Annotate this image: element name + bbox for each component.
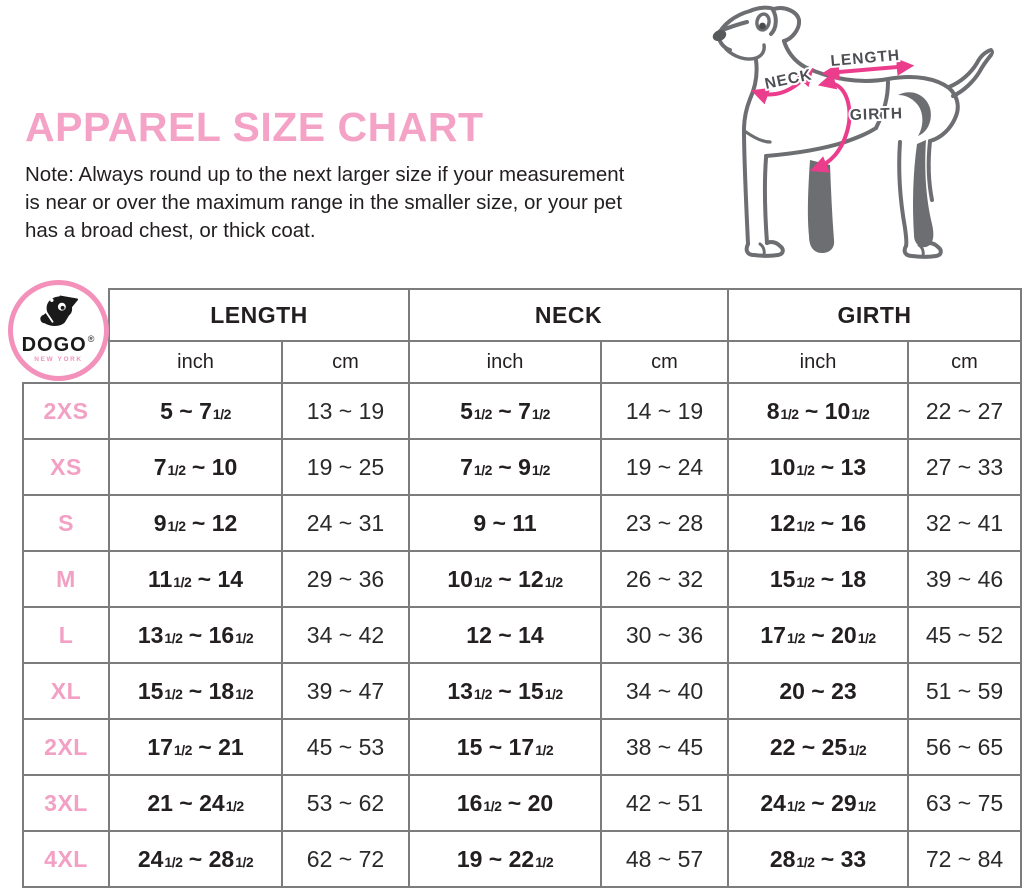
- column-group-neck: NECK: [409, 289, 728, 341]
- neck-inch-value: 51/2 ~ 71/2: [409, 383, 601, 439]
- neck-inch-value: 15 ~ 171/2: [409, 719, 601, 775]
- girth-cm-value: 56 ~ 65: [908, 719, 1021, 775]
- length-inch-value: 151/2 ~ 181/2: [109, 663, 282, 719]
- length-cm-value: 13 ~ 19: [282, 383, 409, 439]
- neck-cm-value: 42 ~ 51: [601, 775, 728, 831]
- length-inch-value: 21 ~ 241/2: [109, 775, 282, 831]
- size-label: 4XL: [23, 831, 109, 887]
- neck-cm-value: 14 ~ 19: [601, 383, 728, 439]
- size-label: S: [23, 495, 109, 551]
- girth-cm-value: 32 ~ 41: [908, 495, 1021, 551]
- neck-inch-value: 131/2 ~ 151/2: [409, 663, 601, 719]
- column-group-length: LENGTH: [109, 289, 409, 341]
- girth-inch-value: 171/2 ~ 201/2: [728, 607, 908, 663]
- table-row: [23, 551, 1021, 607]
- neck-cm-value: 23 ~ 28: [601, 495, 728, 551]
- girth-label: GIRTH: [849, 105, 904, 124]
- size-label: 2XS: [23, 383, 109, 439]
- length-cm-value: 19 ~ 25: [282, 439, 409, 495]
- size-label: XL: [23, 663, 109, 719]
- girth-cm-value: 72 ~ 84: [908, 831, 1021, 887]
- sizing-note-line: Note: Always round up to the next larger size if your measurement: [25, 163, 625, 186]
- girth-cm-value: 51 ~ 59: [908, 663, 1021, 719]
- subheader-neck-inch: inch: [409, 341, 601, 383]
- girth-inch-value: 241/2 ~ 291/2: [728, 775, 908, 831]
- dog-eye-pupil: [759, 23, 766, 30]
- neck-inch-value: 9 ~ 11: [409, 495, 601, 551]
- neck-cm-value: 30 ~ 36: [601, 607, 728, 663]
- logo-brand-name: DOGO: [21, 334, 87, 356]
- girth-inch-value: 20 ~ 23: [728, 663, 908, 719]
- dog-outline: [718, 8, 993, 257]
- girth-cm-value: 63 ~ 75: [908, 775, 1021, 831]
- neck-cm-value: 38 ~ 45: [601, 719, 728, 775]
- registered-mark: ®: [87, 334, 96, 344]
- length-inch-value: 5 ~ 71/2: [109, 383, 282, 439]
- length-cm-value: 53 ~ 62: [282, 775, 409, 831]
- table-row: [23, 383, 1021, 439]
- table-row: [23, 495, 1021, 551]
- table-row: [23, 719, 1021, 775]
- length-cm-value: 45 ~ 53: [282, 719, 409, 775]
- neck-inch-value: 161/2 ~ 20: [409, 775, 601, 831]
- page-title: APPAREL SIZE CHART: [25, 104, 484, 150]
- subheader-girth-cm: cm: [908, 341, 1021, 383]
- length-cm-value: 34 ~ 42: [282, 607, 409, 663]
- size-label: L: [23, 607, 109, 663]
- neck-cm-value: 26 ~ 32: [601, 551, 728, 607]
- length-inch-value: 71/2 ~ 10: [109, 439, 282, 495]
- column-group-girth: GIRTH: [728, 289, 1021, 341]
- length-cm-value: 62 ~ 72: [282, 831, 409, 887]
- neck-inch-value: 101/2 ~ 121/2: [409, 551, 601, 607]
- size-label: 2XL: [23, 719, 109, 775]
- size-label: 3XL: [23, 775, 109, 831]
- length-cm-value: 39 ~ 47: [282, 663, 409, 719]
- size-label: M: [23, 551, 109, 607]
- neck-inch-value: 19 ~ 221/2: [409, 831, 601, 887]
- girth-inch-value: 281/2 ~ 33: [728, 831, 908, 887]
- table-row: [23, 439, 1021, 495]
- girth-cm-value: 27 ~ 33: [908, 439, 1021, 495]
- subheader-neck-cm: cm: [601, 341, 728, 383]
- girth-cm-value: 22 ~ 27: [908, 383, 1021, 439]
- girth-inch-value: 101/2 ~ 13: [728, 439, 908, 495]
- subheader-length-cm: cm: [282, 341, 409, 383]
- girth-inch-value: 22 ~ 251/2: [728, 719, 908, 775]
- table-row: [23, 607, 1021, 663]
- girth-inch-value: 151/2 ~ 18: [728, 551, 908, 607]
- dogo-dog-head-icon: [36, 292, 82, 330]
- table-row: [23, 831, 1021, 887]
- dog-measurement-diagram: [660, 0, 1024, 270]
- size-label: XS: [23, 439, 109, 495]
- girth-inch-value: 81/2 ~ 101/2: [728, 383, 908, 439]
- table-row: [23, 663, 1021, 719]
- subheader-girth-inch: inch: [728, 341, 908, 383]
- neck-cm-value: 34 ~ 40: [601, 663, 728, 719]
- neck-cm-value: 48 ~ 57: [601, 831, 728, 887]
- length-cm-value: 24 ~ 31: [282, 495, 409, 551]
- sizing-note: [25, 161, 685, 245]
- neck-inch-value: 71/2 ~ 91/2: [409, 439, 601, 495]
- length-inch-value: 111/2 ~ 14: [109, 551, 282, 607]
- size-table-body: [23, 383, 1021, 887]
- neck-label: NECK: [763, 66, 814, 93]
- logo-brand-text: [22, 330, 96, 354]
- subheader-length-inch: inch: [109, 341, 282, 383]
- length-label: LENGTH: [829, 46, 901, 70]
- girth-inch-value: 121/2 ~ 16: [728, 495, 908, 551]
- neck-inch-value: 12 ~ 14: [409, 607, 601, 663]
- brand-logo: [8, 280, 109, 381]
- table-row: [23, 775, 1021, 831]
- neck-cm-value: 19 ~ 24: [601, 439, 728, 495]
- girth-cm-value: 39 ~ 46: [908, 551, 1021, 607]
- logo-city-text: NEW YORK: [34, 356, 83, 363]
- length-cm-value: 29 ~ 36: [282, 551, 409, 607]
- girth-cm-value: 45 ~ 52: [908, 607, 1021, 663]
- length-inch-value: 171/2 ~ 21: [109, 719, 282, 775]
- size-table: [22, 288, 1022, 888]
- length-inch-value: 241/2 ~ 281/2: [109, 831, 282, 887]
- sizing-note-line: has a broad chest, or thick coat.: [25, 219, 316, 242]
- length-inch-value: 91/2 ~ 12: [109, 495, 282, 551]
- length-inch-value: 131/2 ~ 161/2: [109, 607, 282, 663]
- sizing-note-line: is near or over the maximum range in the smaller size, or your pet: [25, 191, 623, 214]
- girth-arrow: [815, 83, 850, 169]
